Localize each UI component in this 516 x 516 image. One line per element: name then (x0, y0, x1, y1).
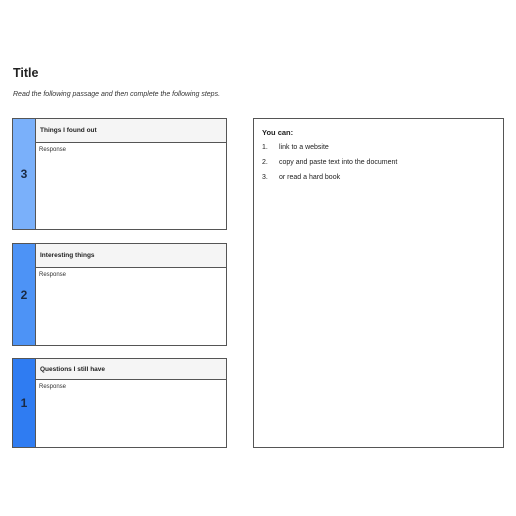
card-number: 1 (13, 359, 36, 447)
side-panel (253, 118, 504, 448)
card-number: 3 (13, 119, 36, 229)
list-text: copy and paste text into the document (279, 159, 398, 166)
list-item (262, 143, 397, 158)
response-field[interactable]: Response (39, 384, 67, 390)
card-heading: Interesting things (36, 244, 226, 268)
card-questions (12, 358, 227, 448)
list-text: or read a hard book (279, 174, 341, 181)
list-item (262, 173, 397, 188)
response-field[interactable]: Response (39, 147, 67, 153)
card-heading: Things I found out (36, 119, 226, 143)
list-text: link to a website (279, 144, 329, 151)
response-field[interactable]: Response (39, 272, 67, 278)
card-things-found-out (12, 118, 227, 230)
options-list (262, 143, 397, 188)
instructions-text: Read the following passage and then complete the following steps. (13, 91, 221, 98)
card-interesting-things (12, 243, 227, 346)
list-number: 3. (262, 174, 268, 181)
list-item (262, 158, 397, 173)
list-number: 2. (262, 159, 268, 166)
list-number: 1. (262, 144, 268, 151)
card-heading: Questions I still have (36, 359, 226, 380)
page-title: Title (13, 66, 39, 80)
card-number: 2 (13, 244, 36, 345)
side-panel-heading: You can: (262, 128, 294, 137)
